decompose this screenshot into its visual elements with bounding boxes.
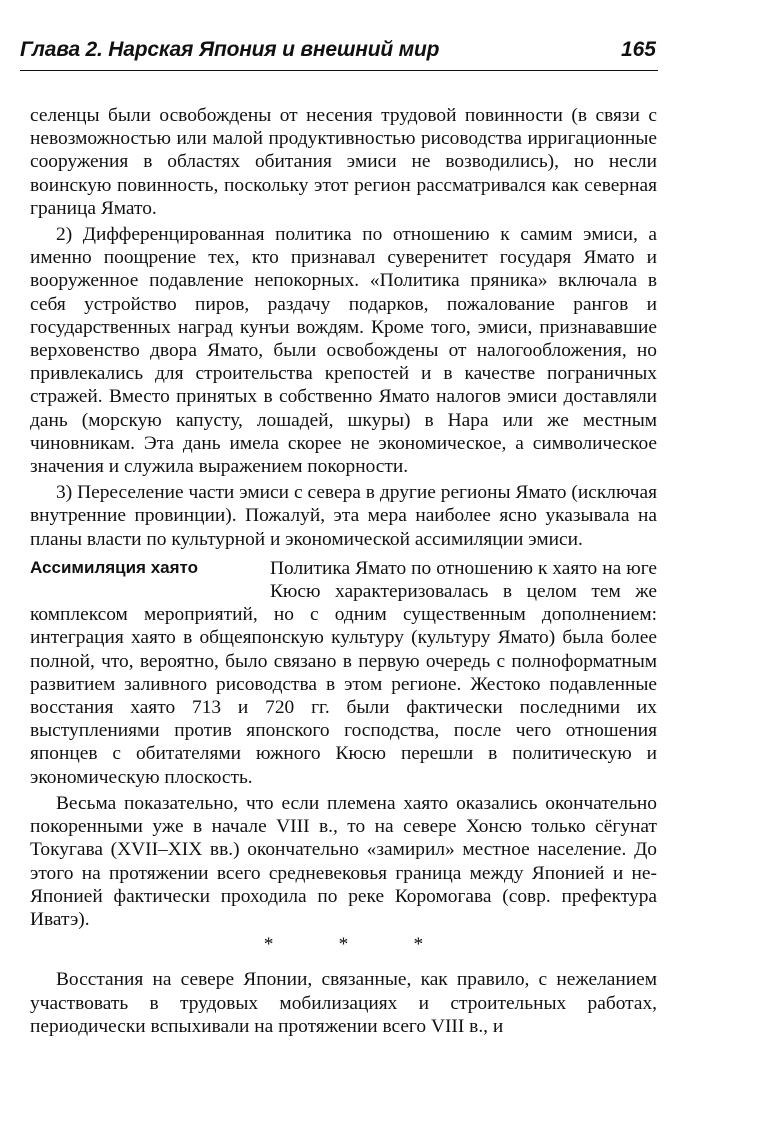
running-header [20,36,658,71]
paragraph-3: 3) Переселение части эмиси с севера в другие регионы Ямато (исключая внутренние провинции). Пожалуй, эта мера наиболее ясно указывала на планы власти по культурной и экономической ассимиляции эмиси. [30,482,657,550]
divider-star: * [413,934,424,956]
paragraph-2: 2) Дифференцированная политика по отношению к самим эмиси, а именно поощрение тех, кто признавал суверенитет государя Ямато и вооруженное подавление непокорных. «Политика пряника» включала в себя устройство пиров, раздачу подарков, пожалование рангов и государственных наград кунъи вождям. Кроме того, эмиси, признававшие верховенство двора Ямато, были освобождены от налогообложения, но привлекались для строительства крепостей и в качестве пограничных стражей. Вместо принятых в собственно Ямато налогов эмиси доставляли дань (морскую капусту, лошадей, шкуры) в Нара или же местным чиновникам. Эта дань имела скорее не экономическое, а символическое значения и служила выражением покорности. [30,224,657,478]
paragraph-5: Весьма показательно, что если племена хаято оказались окончательно покоренными уже в начале VIII в., то на севере Хонсю только сёгунат Токугава (XVII–XIX вв.) окончательно «замирил» местное население. До этого на протяжении всего средневековья граница между Японией и не-Японией фактически проходила по реке Коромогава (совр. префектура Иватэ). [30,792,657,930]
section-divider [30,933,657,956]
paragraph-1: селенцы были освобождены от несения трудовой повинности (в связи с невозможностью или малой продуктивностью рисоводства ирригационные сооружения в областях обитания эмиси не возводились), но несли воинскую повинность, поскольку этот регион рассматривался как северная граница Ямато. [30,105,657,219]
paragraph-4: Политика Ямато по отношению к хаято на юге Кюсю характеризовалась в целом тем же комплексом мероприятий, но с одним существенным дополнением: интеграция хаято в общеяпонскую культуру (культуру Ямато) была более полной, что, вероятно, было связано в первую очередь с полноформатным развитием заливного рисоводства в этом регионе. Жестоко подавленные восстания хаято 713 и 720 гг. были фактически последними их выступлениями против японского господства, после чего отношения японцев с обитателями южного Кюсю перешли в политическую и экономическую плоскость. [30,557,657,788]
section-hayato [30,557,657,789]
divider-star: * [263,934,274,956]
body-text [30,104,657,1038]
paragraph-6: Восстания на севере Японии, связанные, как правило, с нежеланием участвовать в трудовых мобилизациях и строительных работах, периодически вспыхивали на протяжении всего VIII в., и [30,969,657,1037]
divider-star: * [338,934,349,956]
page-number: 165 [620,38,656,61]
side-heading-text: Ассимиляция хаято [30,557,199,577]
chapter-title: Глава 2. Нарская Япония и внешний мир [20,38,440,61]
side-heading [30,557,266,603]
